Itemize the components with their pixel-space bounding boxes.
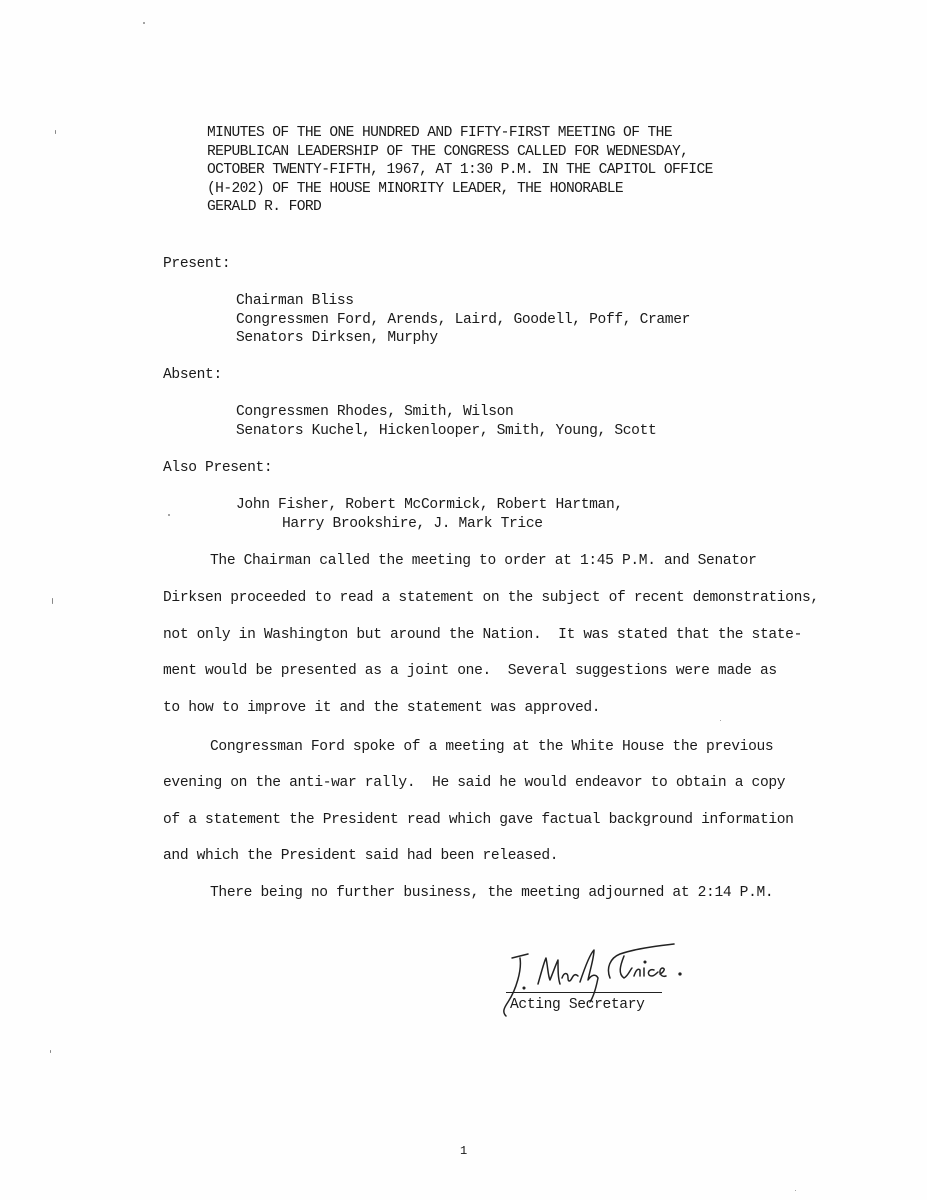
heading-line: REPUBLICAN LEADERSHIP OF THE CONGRESS CALLED FOR WEDNESDAY, bbox=[207, 144, 689, 160]
heading-line: OCTOBER TWENTY-FIFTH, 1967, AT 1:30 P.M. IN THE CAPITOL OFFICE bbox=[207, 162, 713, 178]
paragraph-line: of a statement the President read which gave factual background information bbox=[163, 812, 794, 828]
absentee-line: Congressmen Rhodes, Smith, Wilson bbox=[236, 404, 514, 420]
paragraph-line: ment would be presented as a joint one. Several suggestions were made as bbox=[163, 663, 777, 679]
absent-label: Absent: bbox=[163, 367, 222, 383]
also-present-line: John Fisher, Robert McCormick, Robert Hartman, bbox=[236, 497, 623, 513]
signatory-title: Acting Secretary bbox=[510, 997, 645, 1013]
also-present-label: Also Present: bbox=[163, 460, 273, 476]
scan-speck bbox=[720, 720, 721, 721]
heading-line: (H-202) OF THE HOUSE MINORITY LEADER, THE HONORABLE bbox=[207, 181, 624, 197]
also-present-line: Harry Brookshire, J. Mark Trice bbox=[282, 516, 543, 532]
paragraph-line: and which the President said had been released. bbox=[163, 848, 559, 864]
signature-rule bbox=[506, 992, 662, 993]
scan-speck bbox=[143, 22, 145, 24]
absentee-line: Senators Kuchel, Hickenlooper, Smith, Young, Scott bbox=[236, 423, 657, 439]
attendee-line: Senators Dirksen, Murphy bbox=[236, 330, 438, 346]
present-label: Present: bbox=[163, 256, 231, 272]
scan-speck bbox=[55, 130, 56, 134]
page-number: 1 bbox=[460, 1144, 468, 1158]
paragraph-line: The Chairman called the meeting to order at 1:45 P.M. and Senator bbox=[210, 553, 757, 569]
paragraph-line: not only in Washington but around the Nation. It was stated that the state- bbox=[163, 627, 802, 643]
paragraph-line: Dirksen proceeded to read a statement on the subject of recent demonstrations, bbox=[163, 590, 819, 606]
scan-speck bbox=[168, 514, 170, 516]
scan-speck bbox=[50, 1050, 51, 1053]
attendee-line: Chairman Bliss bbox=[236, 293, 354, 309]
scan-speck bbox=[52, 598, 53, 604]
scan-speck bbox=[795, 1190, 796, 1191]
paragraph-line: to how to improve it and the statement was approved. bbox=[163, 700, 601, 716]
paragraph-line: There being no further business, the meeting adjourned at 2:14 P.M. bbox=[210, 885, 774, 901]
heading-line: GERALD R. FORD bbox=[207, 199, 322, 215]
paragraph-line: Congressman Ford spoke of a meeting at the White House the previous bbox=[210, 739, 774, 755]
attendee-line: Congressmen Ford, Arends, Laird, Goodell, Poff, Cramer bbox=[236, 312, 691, 328]
paragraph-line: evening on the anti-war rally. He said he would endeavor to obtain a copy bbox=[163, 775, 786, 791]
heading-line: MINUTES OF THE ONE HUNDRED AND FIFTY-FIRST MEETING OF THE bbox=[207, 125, 672, 141]
